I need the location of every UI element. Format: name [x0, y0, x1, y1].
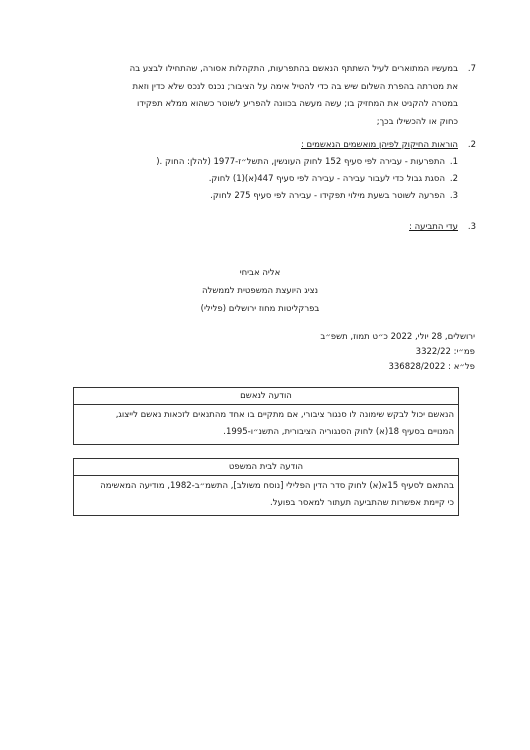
- clause-7-line: את מטרתה בהפרת השלום שיש בה כדי להטיל אימה על הציבור; נכנס לנכס שלא כדין וזאת: [132, 81, 458, 92]
- clause-7-number: 7.: [467, 64, 476, 74]
- document-meta: [230, 330, 475, 375]
- statute-item: [100, 174, 458, 184]
- notice-defendant-line: המנויים בסעיף 18(א) לחוק הסנגוריה הציבורית, התשנ״ו-1995.: [223, 427, 454, 437]
- notice-defendant-box: [73, 387, 459, 445]
- statute-item-number: 1.: [449, 157, 458, 167]
- document-date: ירושלים, 28 יולי, 2022 כ״ט תמוז, תשפ״ב: [320, 332, 475, 342]
- notice-court-line: כי קיימת אפשרות שהתביעה תעתור למאסר בפועל.: [270, 498, 454, 508]
- section-2-number: 2.: [467, 140, 476, 150]
- statute-item-number: 3.: [449, 191, 458, 201]
- notice-defendant-title: הודעה לנאשם: [74, 388, 458, 405]
- statute-item-number: 2.: [449, 174, 458, 184]
- clause-7-line: במעשיו המתוארים לעיל השתתף הנאשם בהתפרעות, התקהלות אסורה, שהתחילו לבצע בה: [129, 64, 458, 74]
- clause-7: [74, 61, 476, 131]
- notice-court-body: [74, 476, 458, 515]
- notice-court-title: הודעה לבית המשפט: [74, 459, 458, 476]
- pm-number: פמ״י: 3322/22: [415, 347, 475, 357]
- statute-item: [100, 157, 458, 167]
- section-2-heading: [100, 140, 476, 150]
- notice-defendant-line: הנאשם יכול לבקש שימונה לו סנגור ציבורי, אם מתקיים בו אחד מהתנאים לזכאות נאשם לייצוג,: [115, 410, 454, 420]
- section-3-title: עדי התביעה :: [409, 222, 458, 232]
- signer-name: אליה אביחי: [239, 268, 281, 278]
- statute-item-text: התפרעות - עבירה לפי סעיף 152 לחוק העונשין, התשל״ז-1977 (להלן: החוק .(: [156, 157, 445, 167]
- section-3-heading: [100, 222, 476, 232]
- pla-number: פל״א : 336828/2022: [388, 362, 475, 372]
- notice-defendant-body: [74, 405, 458, 444]
- clause-7-line: כחוק או להכשילו בכך;: [376, 116, 458, 127]
- section-3-number: 3.: [467, 222, 476, 232]
- statute-item-text: הפרעה לשוטר בשעת מילוי תפקידו - עבירה לפי סעיף 275 לחוק.: [210, 191, 445, 201]
- clause-7-line: במטרה להקניט את המחזיק בו; עשה מעשה בכוונה להפריע לשוטר כשהוא ממלא תפקידו: [137, 99, 458, 109]
- statute-item-text: הסגת גבול כדי לעבור עבירה - עבירה לפי סעיף 447(א)(1) לחוק.: [208, 174, 445, 184]
- notice-court-box: [73, 458, 459, 516]
- notice-court-line: בהתאם לסעיף 15א(א) לחוק סדר הדין הפלילי [נוסח משולב], התשמ״ב-1982, מודיעה המאשימה: [100, 481, 454, 491]
- section-2-title: הוראות החיקוק לפיהן מואשמים הנאשמים :: [300, 140, 458, 150]
- statute-item: [100, 191, 458, 201]
- signature-block: [150, 264, 370, 318]
- signer-office: בפרקליטות מחוז ירושלים (פלילי): [200, 304, 320, 314]
- signer-role: נציג היועצת המשפטית לממשלה: [201, 286, 319, 296]
